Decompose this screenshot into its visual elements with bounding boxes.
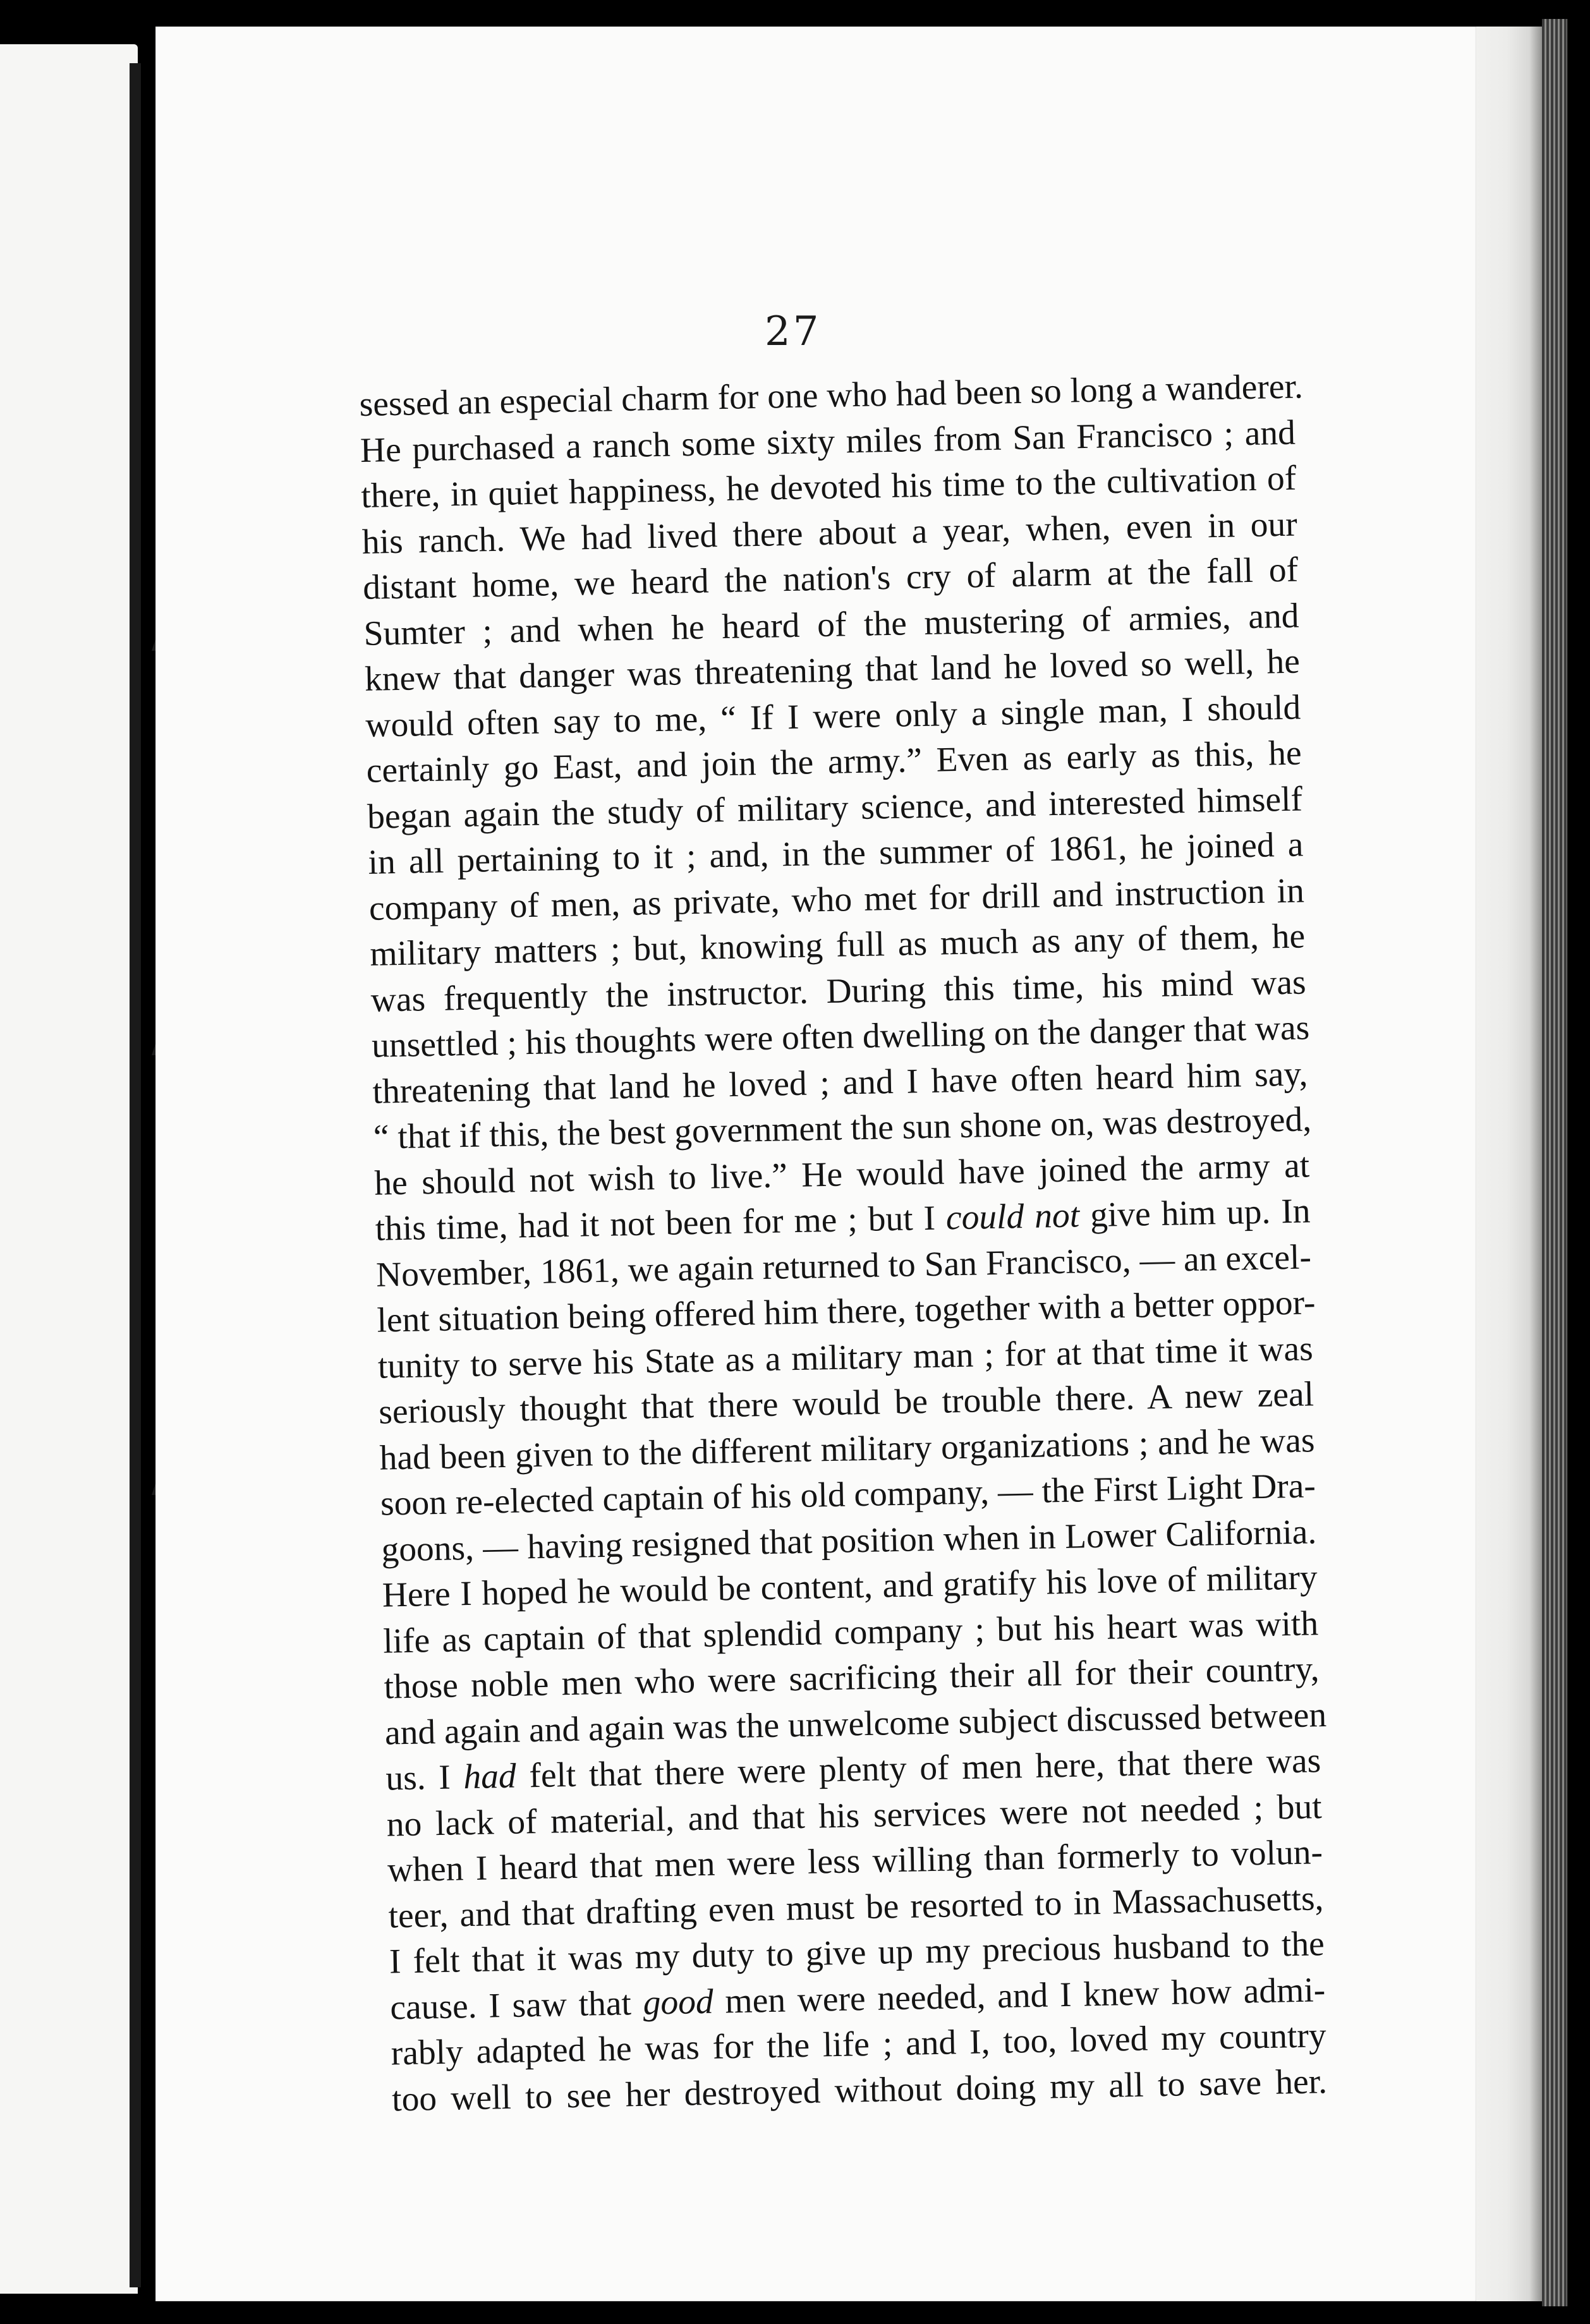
text-line: too well to see her destroyed without doing my all to save her. (391, 2062, 1328, 2119)
text-line: sessed an especial charm for one who had been so long a wanderer. (359, 367, 1304, 424)
text-line: company of men, as private, who met for drill and instruction in (368, 871, 1305, 928)
page-stack-edge (1476, 27, 1552, 2301)
text-line: cause. I saw that good men were needed, and I knew how admi- (389, 1970, 1326, 2028)
text-line: unsettled ; his thoughts were often dwelling on the danger that was (371, 1008, 1310, 1065)
text-line: military matters ; but, knowing full as much as any of them, he (369, 917, 1306, 974)
page-number: 27 (765, 308, 822, 355)
text-line: goons, — having resigned that position when in Lower California. (380, 1512, 1317, 1570)
text-line: he should not wish to live.” He would have joined the army at (373, 1146, 1310, 1203)
text-line: rably adapted he was for the life ; and I, too, loved my country (391, 2016, 1327, 2073)
text-line: lent situation being offered him there, together with a better oppor- (376, 1283, 1316, 1340)
text-line: his ranch. We had lived there about a year, when, even in our (361, 505, 1298, 562)
text-line: I felt that it was my duty to give up my precious husband to the (389, 1925, 1325, 1982)
text-line: teer, and that drafting even must be resorted to in Massachusetts, (388, 1879, 1324, 1936)
text-line: when I heard that men were less willing than formerly to volun- (387, 1833, 1323, 1890)
text-line: and again and again was the unwelcome subject discussed between (384, 1695, 1327, 1753)
text-line: threatening that land he loved ; and I have often heard him say, (372, 1054, 1308, 1111)
text-line: distant home, we heard the nation's cry of alarm at the fall of (362, 550, 1299, 607)
text-line: knew that danger was threatening that land he loved so well, he (364, 642, 1301, 699)
text-line: certainly go East, and join the army.” Even as early as this, he (366, 734, 1302, 790)
text-line: had been given to the different military organizations ; and he was (379, 1420, 1316, 1478)
text-line: was frequently the instructor. During this time, his mind was (370, 962, 1307, 1020)
text-line: soon re-elected captain of his old company, — the First Light Dra- (380, 1467, 1316, 1523)
text-line: November, 1861, we again returned to San Francisco, — an excel- (375, 1237, 1312, 1295)
text-line: those noble men who were sacrificing their all for their country, (384, 1650, 1320, 1707)
text-line: Here I hoped he would be content, and gratify his love of military (382, 1558, 1318, 1615)
text-line: this time, had it not been for me ; but I could not give him up. In (375, 1192, 1311, 1249)
previous-page-edge (0, 44, 138, 2294)
text-line: tunity to serve his State as a military man ; for at that time it was (377, 1329, 1314, 1386)
binding-gutter (130, 63, 141, 2287)
text-line: He purchased a ranch some sixty miles from San Francisco ; and (360, 413, 1296, 470)
text-line: would often say to me, “ If I were only a single man, I should (365, 687, 1301, 745)
text-line: us. I had felt that there were plenty of men here, that there was (385, 1741, 1321, 1798)
text-line: life as captain of that splendid company ; but his heart was with (382, 1604, 1319, 1661)
text-line: no lack of material, and that his services were not needed ; but (386, 1787, 1323, 1844)
text-line: there, in quiet happiness, he devoted his time to the cultivation of (360, 459, 1297, 516)
volume-fore-edge (1542, 19, 1567, 2306)
text-line: began again the study of military science, and interested himself (367, 779, 1303, 837)
text-line: in all pertaining to it ; and, in the summer of 1861, he joined a (368, 825, 1304, 882)
body-text (359, 365, 1328, 2123)
text-line: Sumter ; and when he heard of the mustering of armies, and (363, 596, 1299, 653)
text-line: seriously thought that there would be trouble there. A new zeal (378, 1375, 1314, 1432)
text-line: “ that if this, the best government the sun shone on, was destroyed, (373, 1100, 1312, 1157)
